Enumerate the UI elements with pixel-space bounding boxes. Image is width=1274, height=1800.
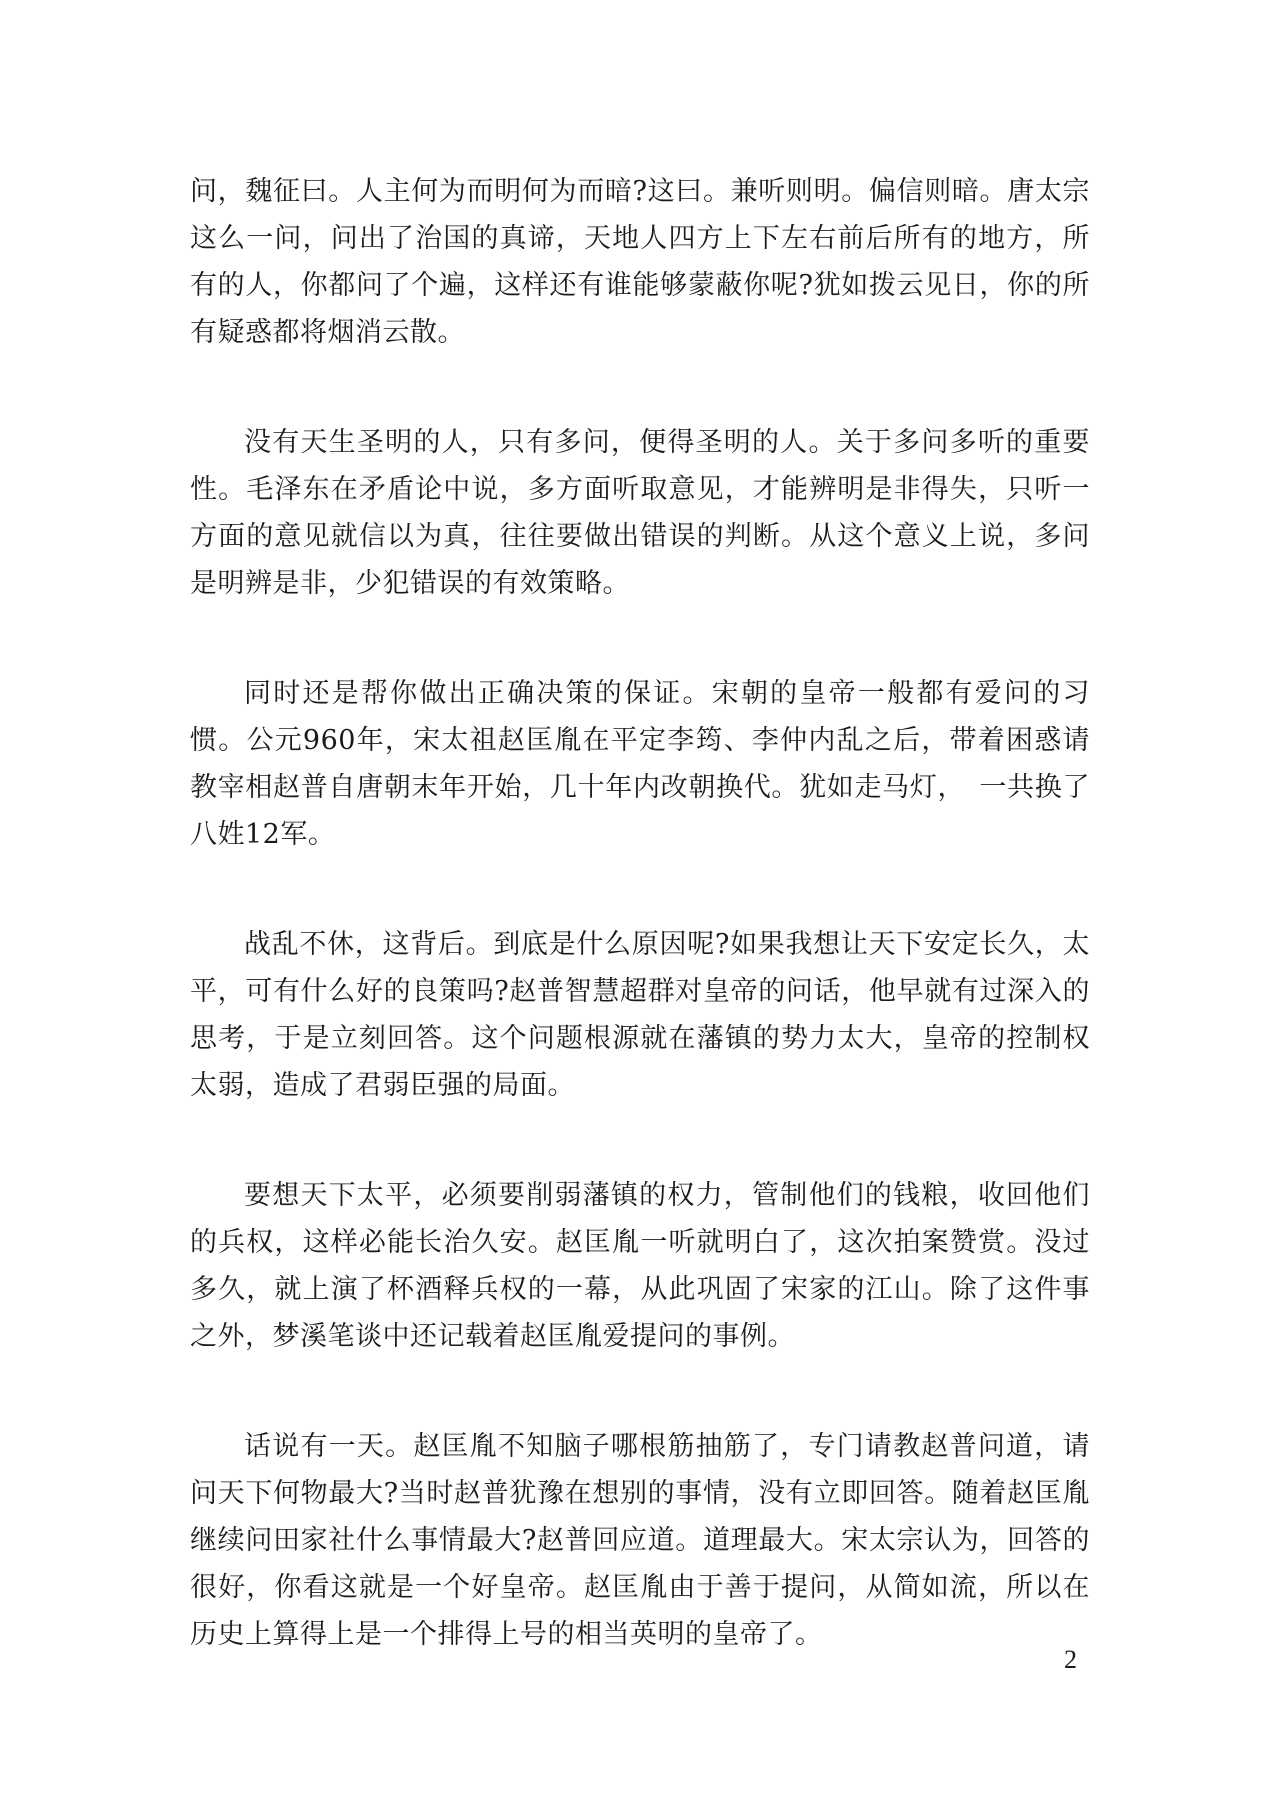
paragraph-2: 没有天生圣明的人，只有多问，便得圣明的人。关于多问多听的重要性。毛泽东在矛盾论中说，多方面听取意见，才能辨明是非得失，只听一方面的意见就信以为真，往往要做出错误的判断。从这个意义上说，多问是明辨是非，少犯错误的有效策略。: [190, 427, 1090, 599]
paragraph-4: 战乱不休，这背后。到底是什么原因呢?如果我想让天下安定长久，太平，可有什么好的良策吗?赵普智慧超群对皇帝的问话，他早就有过深入的思考，于是立刻回答。这个问题根源就在藩镇的势力太大，皇帝的控制权太弱，造成了君弱臣强的局面。: [190, 929, 1090, 1101]
paragraph-6: 话说有一天。赵匡胤不知脑子哪根筋抽筋了，专门请教赵普问道，请问天下何物最大?当时赵普犹豫在想别的事情，没有立即回答。随着赵匡胤继续问田家社什么事情最大?赵普回应道。道理最大。宋太宗认为，回答的很好，你看这就是一个好皇帝。赵匡胤由于善于提问，从简如流，所以在历史上算得上是一个排得上号的相当英明的皇帝了。: [190, 1431, 1090, 1650]
paragraph-5: 要想天下太平，必须要削弱藩镇的权力，管制他们的钱粮，收回他们的兵权，这样必能长治久安。赵匡胤一听就明白了，这次拍案赞赏。没过多久，就上演了杯酒释兵权的一幕，从此巩固了宋家的江山。除了这件事之外，梦溪笔谈中还记载着赵匡胤爱提问的事例。: [190, 1180, 1090, 1352]
paragraph-1: 问，魏征曰。人主何为而明何为而暗?这曰。兼听则明。偏信则暗。唐太宗这么一问，问出了治国的真谛，天地人四方上下左右前后所有的地方，所有的人，你都问了个遍，这样还有谁能够蒙蔽你呢?犹如拨云见日，你的所有疑惑都将烟消云散。: [190, 176, 1090, 348]
page-number: 2: [1064, 1645, 1077, 1674]
paragraph-3: 同时还是帮你做出正确决策的保证。宋朝的皇帝一般都有爱问的习惯。公元960年，宋太祖赵匡胤在平定李筠、李仲内乱之后，带着困惑请教宰相赵普自唐朝末年开始，几十年内改朝换代。犹如走马灯， 一共换了八姓12军。: [190, 678, 1090, 850]
body-text: [190, 168, 1090, 1658]
